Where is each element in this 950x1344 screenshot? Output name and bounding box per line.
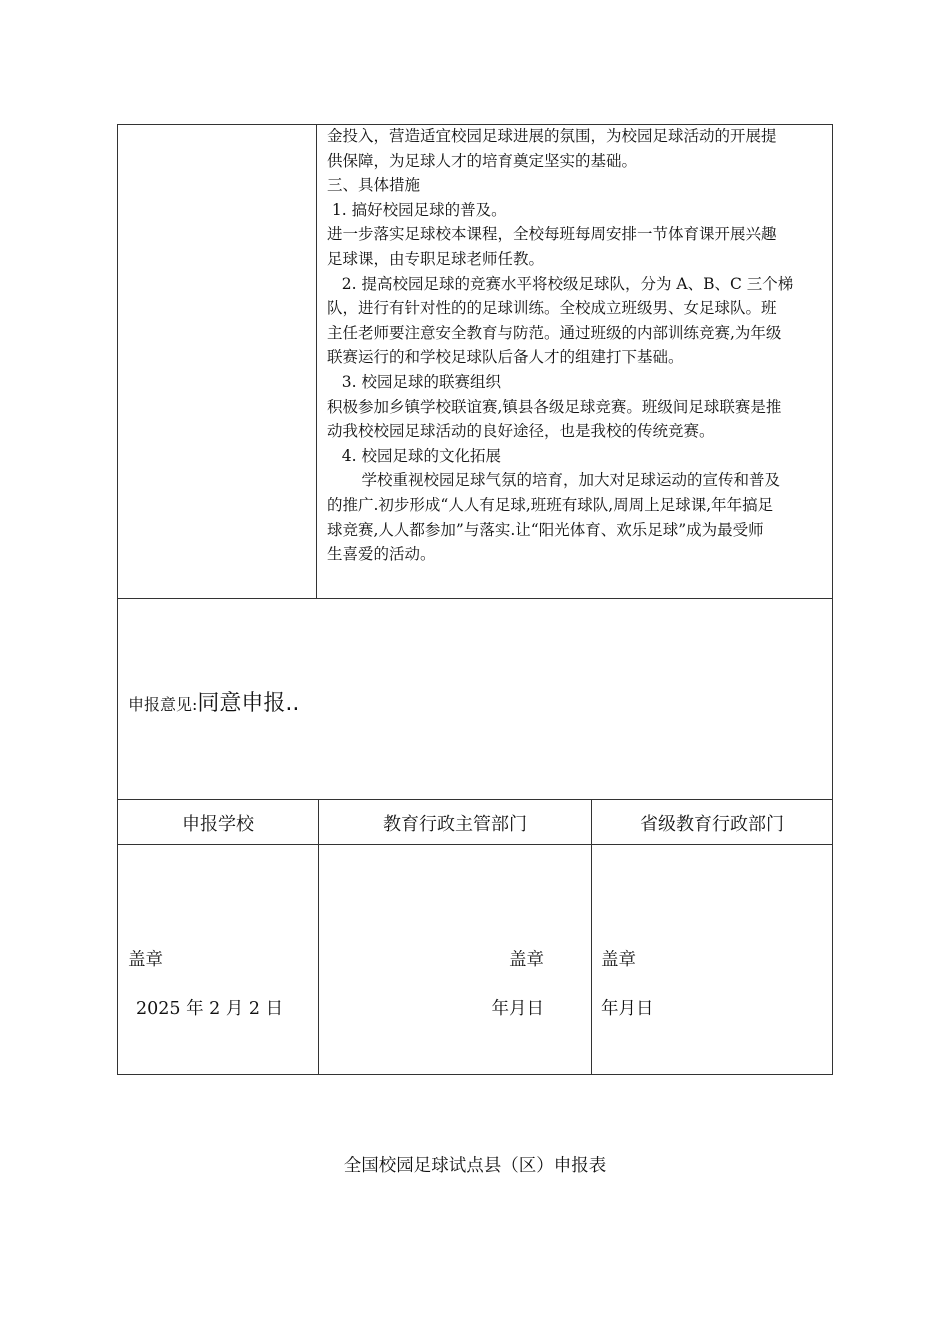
table-border-left [117, 124, 118, 1075]
school-date: 2025 年 2 月 2 日 [136, 999, 284, 1019]
measures-line: 3. 校园足球的联赛组织 [327, 372, 501, 391]
measures-line: 联赛运行的和学校足球队后备人才的组建打下基础。 [327, 348, 684, 367]
measures-line: 积极参加乡镇学校联谊赛,镇县各级足球竞赛。班级间足球联赛是推 [327, 397, 782, 416]
opinion-label: 申报意见: [128, 695, 198, 714]
opinion-row [128, 686, 299, 717]
measures-line: 供保障，为足球人才的培育奠定坚实的基础。 [327, 151, 638, 170]
measures-line: 4. 校园足球的文化拓展 [327, 446, 501, 465]
measures-line: 进一步落实足球校本课程，全校每班每周安排一节体育课开展兴趣 [327, 225, 777, 244]
measures-line: 主任老师要注意安全教育与防范。通过班级的内部训练竞赛,为年级 [327, 323, 782, 342]
measures-line: 的推广.初步形成“人人有足球,班班有球队,周周上足球课,年年搞足 [327, 495, 774, 514]
measures-line: 生喜爱的活动。 [327, 545, 436, 564]
header-education-admin: 教育行政主管部门 [383, 813, 527, 835]
measures-line: 足球课，由专职足球老师任教。 [327, 249, 545, 268]
form-title: 全国校园足球试点县（区）申报表 [343, 1156, 607, 1176]
table-divider-measures [316, 124, 317, 599]
measures-line: 动我校校园足球活动的良好途径，也是我校的传统竞赛。 [327, 422, 715, 441]
measures-line: 2. 提高校园足球的竞赛水平将校级足球队，分为 A、B、C 三个梯 [327, 274, 794, 293]
header-applicant-school: 申报学校 [182, 813, 254, 835]
provincial-date: 年月日 [601, 999, 654, 1019]
school-seal-label: 盖章 [128, 950, 163, 970]
table-row-divider-1 [117, 598, 833, 599]
measures-line: 球竞赛,人人都参加”与落实.让“阳光体育、欢乐足球”成为最受师 [327, 520, 764, 539]
measures-line: 队，进行有针对性的的足球训练。全校成立班级男、女足球队。班 [327, 299, 777, 318]
provincial-seal-label: 盖章 [601, 950, 636, 970]
admin-seal-label: 盖章 [509, 950, 544, 970]
measures-line: 金投入，营造适宜校园足球进展的氛围，为校园足球活动的开展提 [327, 127, 777, 145]
measures-text-cell [327, 124, 827, 567]
opinion-value: 同意申报.. [197, 691, 300, 716]
table-border-right [832, 124, 833, 1075]
table-border-bottom [117, 1074, 833, 1075]
header-provincial-admin: 省级教育行政部门 [640, 813, 784, 835]
measures-line: 1. 搞好校园足球的普及。 [327, 200, 507, 219]
measures-line: 学校重视校园足球气氛的培育，加大对足球运动的宣传和普及 [327, 471, 780, 490]
admin-date: 年月日 [491, 999, 544, 1019]
measures-line: 三、具体措施 [327, 176, 421, 195]
